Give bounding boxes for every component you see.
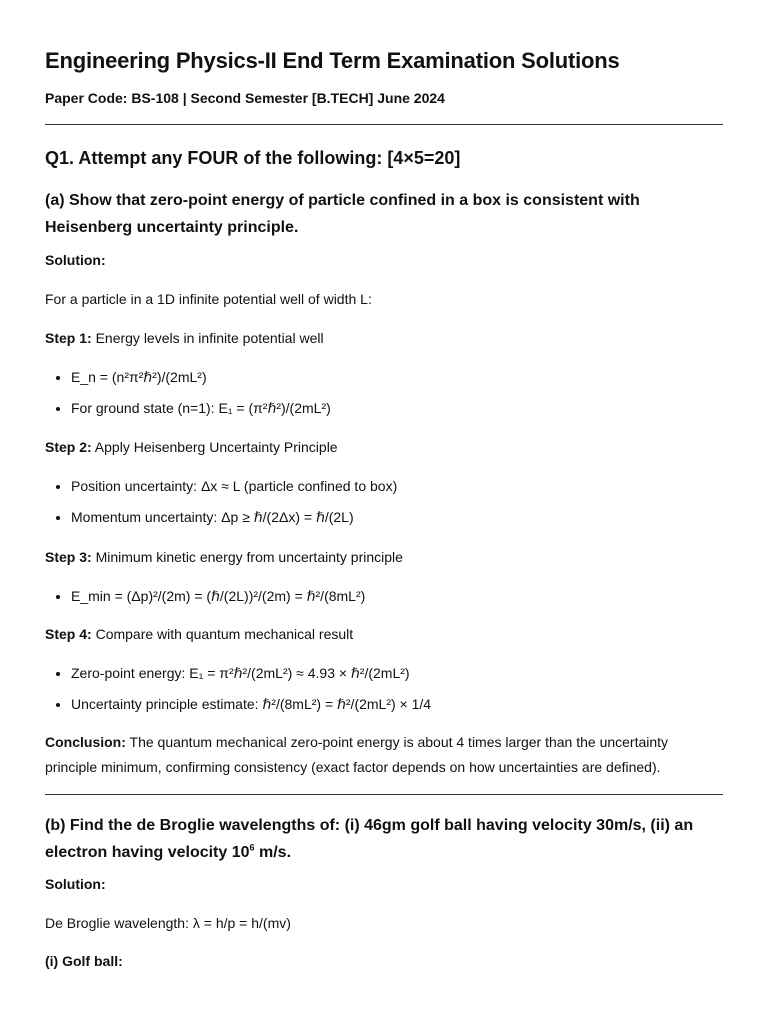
part-b-heading-tail: m/s.: [254, 844, 292, 861]
step-text: Compare with quantum mechanical result: [91, 626, 354, 642]
step-text: Apply Heisenberg Uncertainty Principle: [91, 439, 338, 455]
step-1-list: [45, 348, 723, 418]
intro-text: For a particle in a 1D infinite potential well of width L:: [45, 291, 372, 307]
part-a-heading: (a) Show that zero-point energy of particle confined in a box is consistent with Heisenberg uncertainty principle.: [45, 192, 640, 236]
step-4-list: [45, 644, 723, 714]
list-item: • For ground state (n=1): E₁ = (π²ℏ²)/(2mL²): [71, 398, 723, 418]
step-label: Step 4:: [45, 626, 92, 642]
step-3-list: [45, 567, 723, 606]
step-2: [45, 418, 723, 457]
list-item: • Position uncertainty: Δx ≈ L (particle confined to box): [71, 476, 723, 496]
part-b-heading: [45, 795, 723, 866]
step-2-list: [45, 457, 723, 527]
step-3: [45, 527, 723, 567]
q1-heading: Q1. Attempt any FOUR of the following: [4×5=20]: [45, 148, 461, 168]
exponent: 6: [249, 842, 255, 853]
formula-text: De Broglie wavelength: λ = h/p = h/(mv): [45, 915, 291, 931]
solution-label: Solution:: [45, 252, 106, 268]
step-1: [45, 309, 723, 348]
part-b-section: [45, 795, 723, 971]
list-item: • Zero-point energy: E₁ = π²ℏ²/(2mL²) ≈ 4.93 × ℏ²/(2mL²): [71, 663, 723, 683]
conclusion-text: The quantum mechanical zero-point energy is about 4 times larger than the uncertainty principle minimum, confirming consistency (exact factor depends on how uncertainties are defined).: [45, 734, 669, 775]
step-4: [45, 606, 723, 644]
list-item: • Momentum uncertainty: Δp ≥ ℏ/(2Δx) = ℏ/(2L): [71, 507, 723, 527]
document-title: Engineering Physics-II End Term Examination Solutions: [45, 48, 620, 73]
list-item: • E_n = (n²π²ℏ²)/(2mL²): [71, 367, 723, 387]
solution-label: Solution:: [45, 876, 106, 892]
paper-code: Paper Code: BS-108 | Second Semester [B.TECH] June 2024: [45, 90, 445, 106]
list-item: • Uncertainty principle estimate: ℏ²/(8mL²) = ℏ²/(2mL²) × 1/4: [71, 694, 723, 714]
step-text: Minimum kinetic energy from uncertainty principle: [91, 549, 403, 565]
step-text: Energy levels in infinite potential well: [91, 330, 324, 346]
conclusion-label: Conclusion:: [45, 734, 126, 750]
step-label: Step 1:: [45, 330, 92, 346]
step-label: Step 2:: [45, 439, 92, 455]
sub-part-i-label: (i) Golf ball:: [45, 953, 123, 969]
list-item: • E_min = (Δp)²/(2m) = (ℏ/(2L))²/(2m) = ℏ²/(8mL²): [71, 586, 723, 606]
conclusion: [45, 714, 723, 780]
part-a-section: [45, 171, 723, 780]
step-label: Step 3:: [45, 549, 92, 565]
part-b-heading-text: (b) Find the de Broglie wavelengths of: (i) 46gm golf ball having velocity 30m/s, (ii) an electron having velocity 10: [45, 817, 694, 861]
